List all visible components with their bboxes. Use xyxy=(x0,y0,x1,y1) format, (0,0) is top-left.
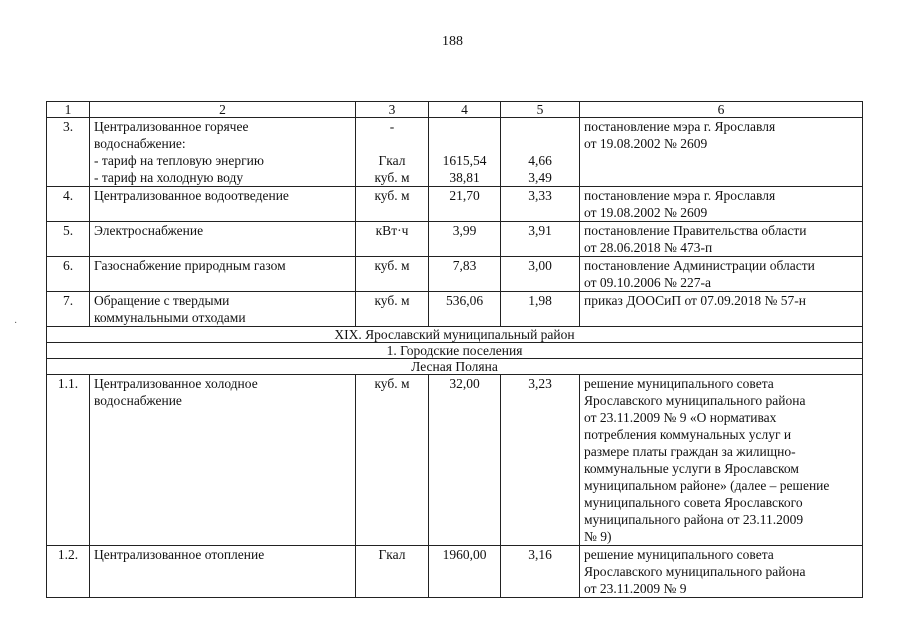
unit-line: Гкал xyxy=(378,547,406,562)
section-settlements: 1. Городские поселения xyxy=(47,343,863,359)
tariff-table-body xyxy=(47,102,863,598)
row-number: 6. xyxy=(47,257,90,292)
section-district-row xyxy=(47,327,863,343)
table-row xyxy=(47,546,863,598)
unit xyxy=(356,118,429,187)
service-name xyxy=(90,257,356,292)
legal-basis-line: от 19.08.2002 № 2609 xyxy=(584,136,708,151)
service-name-line: Централизованное холодное xyxy=(94,376,258,391)
table-row xyxy=(47,222,863,257)
service-name xyxy=(90,222,356,257)
legal-basis-line: размере платы граждан за жилищно- xyxy=(584,444,796,459)
service-name-line: Централизованное горячее xyxy=(94,119,249,134)
rate-value xyxy=(501,375,580,546)
legal-basis-line: от 23.11.2009 № 9 xyxy=(584,581,687,596)
service-name-line: Электроснабжение xyxy=(94,223,204,238)
unit xyxy=(356,257,429,292)
section-locality-row xyxy=(47,359,863,375)
legal-basis-line: постановление Правительства области xyxy=(584,223,807,238)
legal-basis xyxy=(580,118,863,187)
rate-value-line: 1,98 xyxy=(528,293,552,308)
rate-value xyxy=(501,546,580,598)
service-name xyxy=(90,187,356,222)
row-number: 3. xyxy=(47,118,90,187)
service-name-line: Централизованное отопление xyxy=(94,547,265,562)
rate-value-line xyxy=(505,118,575,135)
row-number: 1.2. xyxy=(47,546,90,598)
legal-basis-line: от 19.08.2002 № 2609 xyxy=(584,205,708,220)
unit-line: кВт·ч xyxy=(375,223,409,238)
rate-value xyxy=(501,257,580,292)
column-number: 1 xyxy=(47,102,90,118)
unit xyxy=(356,187,429,222)
legal-basis-line: от 28.06.2018 № 473-п xyxy=(584,240,713,255)
norm-value xyxy=(429,118,501,187)
legal-basis xyxy=(580,257,863,292)
rate-value-line: 3,23 xyxy=(528,376,552,391)
norm-value-line: 32,00 xyxy=(449,376,480,391)
legal-basis-line: муниципального района от 23.11.2009 xyxy=(584,512,804,527)
column-number-row xyxy=(47,102,863,118)
rate-value-line: 3,16 xyxy=(528,547,552,562)
norm-value xyxy=(429,257,501,292)
legal-basis-line: муниципальном районе» (далее – решение xyxy=(584,478,830,493)
unit-line: куб. м xyxy=(374,170,410,185)
unit-line: - xyxy=(389,119,395,134)
legal-basis-line: муниципального совета Ярославского xyxy=(584,495,803,510)
legal-basis-line: № 9) xyxy=(584,529,612,544)
service-name xyxy=(90,118,356,187)
column-number: 2 xyxy=(90,102,356,118)
service-name-line: коммунальными отходами xyxy=(94,310,246,325)
norm-value-line: 21,70 xyxy=(449,188,480,203)
rate-value-line: 3,33 xyxy=(528,188,552,203)
service-name xyxy=(90,546,356,598)
norm-value xyxy=(429,222,501,257)
legal-basis-line: постановление мэра г. Ярославля xyxy=(584,188,776,203)
legal-basis-line: от 09.10.2006 № 227-а xyxy=(584,275,711,290)
column-number: 4 xyxy=(429,102,501,118)
norm-value-line: 1960,00 xyxy=(442,547,487,562)
row-number: 5. xyxy=(47,222,90,257)
service-name-line: Газоснабжение природным газом xyxy=(94,258,286,273)
service-name-line: - тариф на тепловую энергию xyxy=(94,153,264,168)
page-number: 188 xyxy=(442,34,463,49)
legal-basis-line: коммунальные услуги в Ярославском xyxy=(584,461,799,476)
tariff-table xyxy=(46,101,863,598)
column-number: 6 xyxy=(580,102,863,118)
unit-line: куб. м xyxy=(374,188,410,203)
legal-basis-line: постановление мэра г. Ярославля xyxy=(584,119,776,134)
legal-basis xyxy=(580,222,863,257)
rate-value-line: 3,49 xyxy=(528,170,552,185)
legal-basis xyxy=(580,546,863,598)
norm-value xyxy=(429,187,501,222)
unit-line: куб. м xyxy=(374,258,410,273)
service-name xyxy=(90,375,356,546)
unit-line: куб. м xyxy=(374,293,410,308)
norm-value-line xyxy=(433,118,496,135)
column-number: 5 xyxy=(501,102,580,118)
rate-value xyxy=(501,187,580,222)
norm-value-line: 536,06 xyxy=(445,293,484,308)
service-name-line: водоснабжение xyxy=(94,393,182,408)
unit-line xyxy=(360,135,424,152)
row-number: 7. xyxy=(47,292,90,327)
scan-mark: · xyxy=(14,318,18,329)
norm-value-line xyxy=(433,135,496,152)
norm-value-line: 38,81 xyxy=(449,170,480,185)
column-number: 3 xyxy=(356,102,429,118)
norm-value xyxy=(429,375,501,546)
service-name-line: Обращение с твердыми xyxy=(94,293,230,308)
norm-value-line: 7,83 xyxy=(452,258,477,273)
rate-value-line: 4,66 xyxy=(528,153,552,168)
section-locality: Лесная Поляна xyxy=(47,359,863,375)
legal-basis-line: решение муниципального совета xyxy=(584,376,774,391)
unit-line: Гкал xyxy=(378,153,406,168)
unit xyxy=(356,292,429,327)
legal-basis-line: решение муниципального совета xyxy=(584,547,774,562)
unit xyxy=(356,375,429,546)
table-row xyxy=(47,257,863,292)
rate-value xyxy=(501,292,580,327)
section-district: XIX. Ярославский муниципальный район xyxy=(47,327,863,343)
norm-value xyxy=(429,292,501,327)
service-name-line: водоснабжение: xyxy=(94,136,186,151)
row-number: 4. xyxy=(47,187,90,222)
table-row xyxy=(47,187,863,222)
row-number: 1.1. xyxy=(47,375,90,546)
legal-basis-line: от 23.11.2009 № 9 «О нормативах xyxy=(584,410,777,425)
rate-value xyxy=(501,118,580,187)
service-name-line: Централизованное водоотведение xyxy=(94,188,289,203)
unit xyxy=(356,546,429,598)
rate-value xyxy=(501,222,580,257)
section-settlements-row xyxy=(47,343,863,359)
unit-line: куб. м xyxy=(374,376,410,391)
service-name xyxy=(90,292,356,327)
rate-value-line: 3,91 xyxy=(528,223,552,238)
legal-basis-line: постановление Администрации области xyxy=(584,258,815,273)
table-row xyxy=(47,292,863,327)
norm-value-line: 1615,54 xyxy=(442,153,487,168)
service-name-line: - тариф на холодную воду xyxy=(94,170,244,185)
norm-value-line: 3,99 xyxy=(452,223,477,238)
table-row xyxy=(47,375,863,546)
legal-basis-line: потребления коммунальных услуг и xyxy=(584,427,792,442)
legal-basis xyxy=(580,375,863,546)
legal-basis xyxy=(580,292,863,327)
rate-value-line xyxy=(505,135,575,152)
legal-basis-line: Ярославского муниципального района xyxy=(584,393,806,408)
unit xyxy=(356,222,429,257)
legal-basis xyxy=(580,187,863,222)
rate-value-line: 3,00 xyxy=(528,258,552,273)
table-row xyxy=(47,118,863,187)
legal-basis-line: приказ ДООСиП от 07.09.2018 № 57-н xyxy=(584,293,806,308)
norm-value xyxy=(429,546,501,598)
legal-basis-line: Ярославского муниципального района xyxy=(584,564,806,579)
